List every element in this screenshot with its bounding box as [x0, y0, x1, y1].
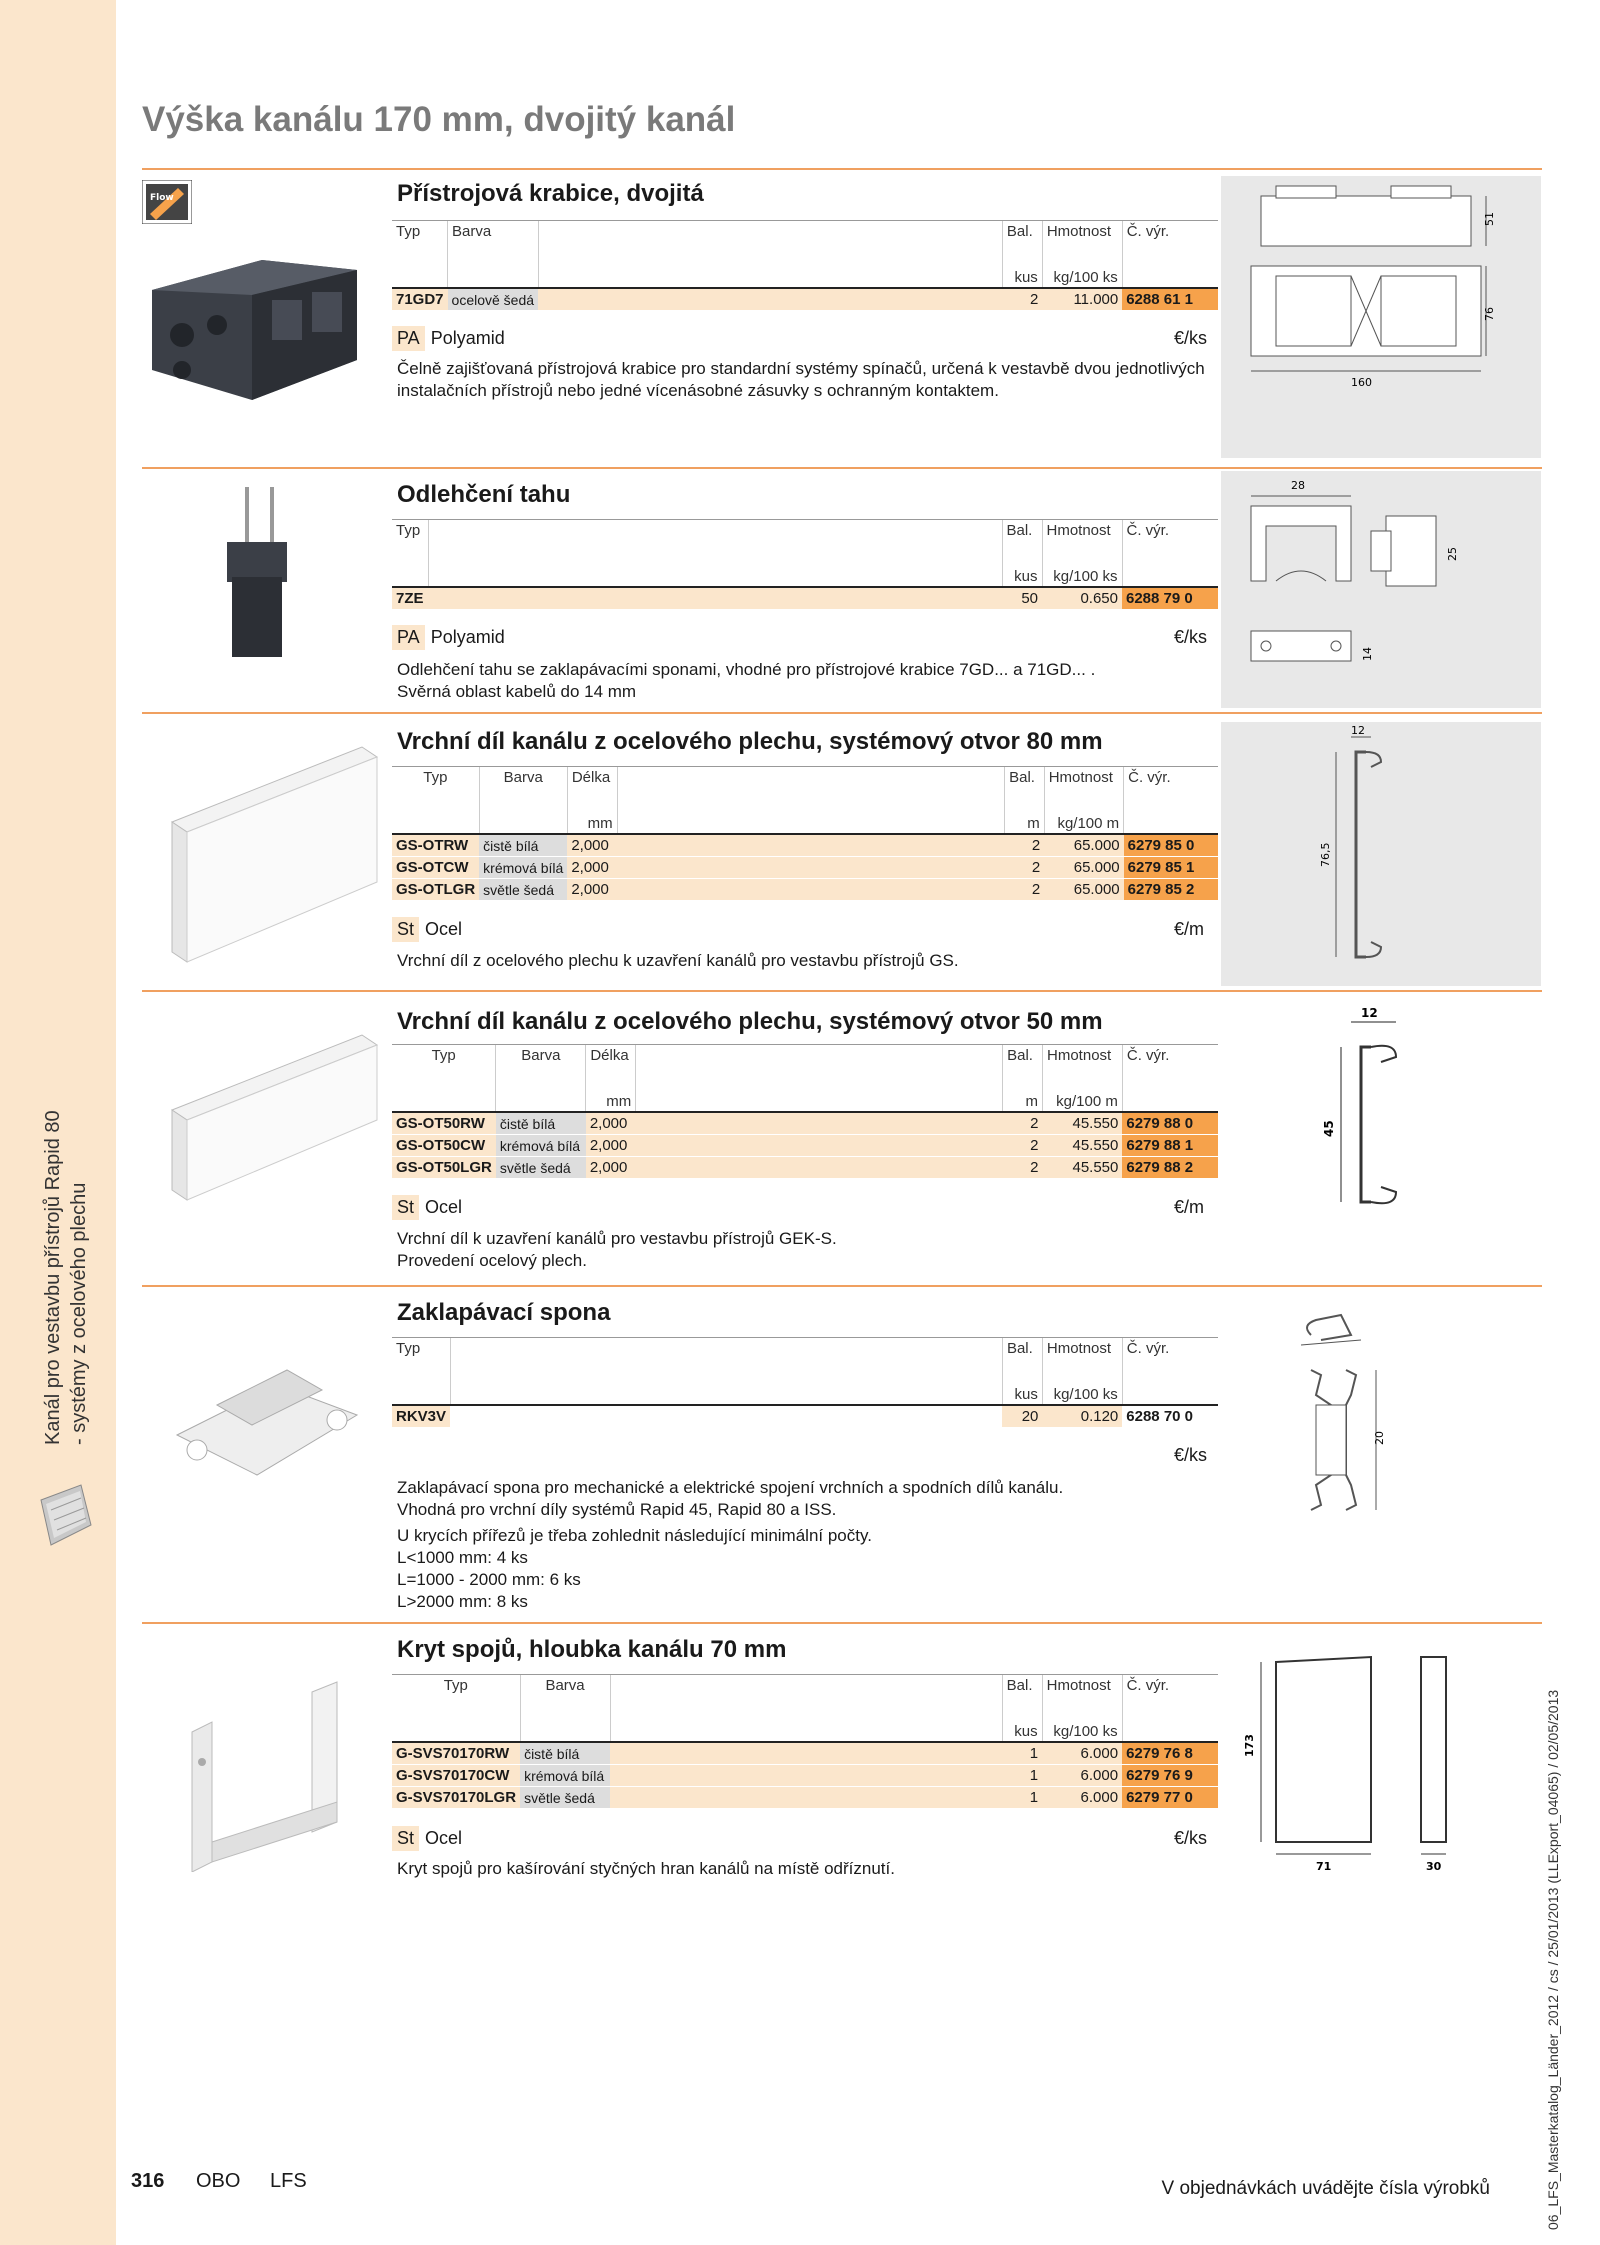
cell-hmotnost: 6.000	[1042, 1787, 1122, 1809]
section-divider	[142, 1285, 1542, 1287]
description-line: L<1000 mm: 4 ks	[397, 1548, 528, 1567]
table-row	[392, 587, 1218, 610]
col-cvyr: Č. výr.	[1122, 1338, 1218, 1365]
dim-width: 12	[1351, 724, 1365, 737]
unit-bal: kus	[1002, 1384, 1042, 1405]
cell-article-number: 6279 85 1	[1124, 857, 1218, 879]
description-line: Svěrná oblast kabelů do 14 mm	[397, 682, 637, 701]
cover-profile-80-image	[162, 732, 382, 972]
cell-typ: RKV3V	[392, 1405, 450, 1428]
product-table	[392, 1044, 1218, 1179]
col-hmotnost: Hmotnost	[1042, 1338, 1122, 1365]
table-row	[392, 834, 1218, 857]
dim-width: 28	[1291, 479, 1305, 492]
cell-delka: 2,000	[567, 834, 617, 857]
description-line: Provedení ocelový plech.	[397, 1251, 587, 1270]
price-unit: €/m	[1174, 919, 1205, 939]
technical-drawing	[1221, 176, 1541, 458]
cell-bal: 20	[1002, 1405, 1042, 1428]
col-hmotnost: Hmotnost	[1043, 1045, 1123, 1072]
material-code: St	[392, 1195, 419, 1220]
description-line: Vrchní díl k uzavření kanálů pro vestavbu přístrojů GEK-S.	[397, 1229, 837, 1248]
page-title: Výška kanálu 170 mm, dvojitý kanál	[142, 100, 736, 139]
material-code: St	[392, 1826, 419, 1851]
material	[392, 625, 505, 650]
sidebar-line-2: - systémy z ocelového plechu	[68, 1182, 90, 1445]
cell-article-number: 6288 61 1	[1122, 288, 1218, 311]
joint-cover-image	[172, 1672, 382, 1872]
cell-article-number: 6288 70 0	[1122, 1405, 1218, 1428]
cell-hmotnost: 0.650	[1042, 587, 1122, 610]
section-divider	[142, 168, 1542, 170]
description-line: L>2000 mm: 8 ks	[397, 1592, 528, 1611]
cell-delka: 2,000	[567, 879, 617, 901]
col-hmotnost: Hmotnost	[1042, 1675, 1122, 1702]
dim-height: 25	[1446, 547, 1459, 561]
catalog-export-code: 06_LFS_Masterkatalog_Länder_2012 / cs / 25/01/2013 (LLExport_04065) / 02/05/2013	[1545, 1689, 1561, 2230]
cell-typ: G-SVS70170CW	[392, 1765, 520, 1787]
product-table	[392, 766, 1218, 901]
product-table	[392, 1337, 1218, 1428]
section-title: Vrchní díl kanálu z ocelového plechu, systémový otvor 80 mm	[397, 728, 1103, 755]
price-unit: €/ks	[1174, 328, 1208, 348]
dim-height: 76,5	[1319, 842, 1332, 867]
dim-height: 51	[1483, 212, 1496, 226]
cell-barva: krémová bílá	[479, 857, 567, 879]
device-box-image	[142, 240, 382, 420]
cell-bal: 1	[1002, 1787, 1042, 1809]
cell-article-number: 6279 88 1	[1122, 1135, 1218, 1157]
cell-article-number: 6279 85 0	[1124, 834, 1218, 857]
unit-bal: m	[1003, 1091, 1043, 1112]
cell-barva: čistě bílá	[520, 1742, 610, 1765]
footer-brand-obo: OBO	[196, 2170, 241, 2192]
col-cvyr: Č. výr.	[1122, 1045, 1218, 1072]
col-delka: Délka	[567, 767, 617, 794]
dim-width: 71	[1316, 1860, 1332, 1873]
material-name: Ocel	[425, 919, 463, 939]
col-barva: Barva	[448, 221, 539, 248]
cell-delka: 2,000	[586, 1112, 636, 1135]
unit-bal: kus	[1002, 267, 1042, 288]
description-line: Vhodná pro vrchní díly systémů Rapid 45, Rapid 80 a ISS.	[397, 1500, 837, 1519]
cell-barva: světle šedá	[479, 879, 567, 901]
cell-bal: 2	[1003, 1157, 1043, 1179]
cell-article-number: 6279 88 0	[1122, 1112, 1218, 1135]
col-bal: Bal.	[1002, 520, 1042, 547]
material	[392, 1826, 462, 1851]
cover-profile-50-image	[162, 1020, 382, 1220]
unit-bal: m	[1005, 813, 1045, 834]
footer-order-note: V objednávkách uvádějte čísla výrobků	[1161, 2178, 1490, 2199]
cell-typ: G-SVS70170LGR	[392, 1787, 520, 1809]
cell-hmotnost: 6.000	[1042, 1765, 1122, 1787]
unit-delka: mm	[567, 813, 617, 834]
col-cvyr: Č. výr.	[1124, 767, 1218, 794]
section-divider	[142, 990, 1542, 992]
section-cover-80	[142, 712, 1542, 990]
cell-bal: 50	[1002, 587, 1042, 610]
cell-typ: 71GD7	[392, 288, 448, 311]
dim-width: 160	[1351, 376, 1372, 389]
unit-bal: kus	[1002, 566, 1042, 587]
cell-typ: GS-OT50CW	[392, 1135, 496, 1157]
cell-article-number: 6279 76 9	[1122, 1765, 1218, 1787]
cell-barva: krémová bílá	[520, 1765, 610, 1787]
material	[392, 326, 505, 351]
unit-hmotnost: kg/100 ks	[1042, 566, 1122, 587]
product-table	[392, 1674, 1218, 1809]
col-typ: Typ	[392, 767, 479, 794]
cell-delka: 2,000	[586, 1157, 636, 1179]
col-bal: Bal.	[1002, 221, 1042, 248]
material-name: Polyamid	[430, 328, 505, 348]
material	[392, 1195, 462, 1220]
description-line: Zaklapávací spona pro mechanické a elektrické spojení vrchních a spodních dílů kanálu.	[397, 1478, 1064, 1497]
cell-article-number: 6279 76 8	[1122, 1742, 1218, 1765]
description	[397, 1228, 1217, 1272]
material-name: Polyamid	[430, 627, 505, 647]
section-cover-50	[142, 990, 1542, 1285]
footer-brand-lfs: LFS	[270, 2170, 307, 2192]
cell-typ: GS-OTLGR	[392, 879, 479, 901]
col-bal: Bal.	[1005, 767, 1045, 794]
table-row	[392, 1405, 1218, 1428]
strain-relief-image	[202, 487, 322, 667]
table-row	[392, 1157, 1218, 1179]
col-hmotnost: Hmotnost	[1042, 221, 1122, 248]
section-snap-clip	[142, 1285, 1542, 1620]
col-typ: Typ	[392, 1045, 496, 1072]
cell-barva: světle šedá	[520, 1787, 610, 1809]
material-code: PA	[392, 625, 425, 650]
description-line: Odlehčení tahu se zaklapávacími sponami, vhodné pro přístrojové krabice 7GD... a 71GD... .	[397, 660, 1096, 679]
cell-hmotnost: 45.550	[1043, 1135, 1123, 1157]
col-cvyr: Č. výr.	[1122, 1675, 1218, 1702]
unit-hmotnost: kg/100 ks	[1042, 267, 1122, 288]
cell-bal: 2	[1003, 1135, 1043, 1157]
section-title: Odlehčení tahu	[397, 481, 571, 508]
description-line: U krycích přířezů je třeba zohlednit následující minimální počty.	[397, 1526, 872, 1545]
technical-drawing	[1221, 1002, 1541, 1272]
dim-depth: 30	[1426, 1860, 1442, 1873]
material-name: Ocel	[425, 1197, 463, 1217]
col-bal: Bal.	[1002, 1338, 1042, 1365]
col-barva: Barva	[479, 767, 567, 794]
description	[397, 1858, 1217, 1880]
section-divider	[142, 467, 1542, 469]
sidebar-line-1: Kanál pro vestavbu přístrojů Rapid 80	[42, 1110, 64, 1445]
cell-barva: krémová bílá	[496, 1135, 586, 1157]
cell-article-number: 6288 79 0	[1122, 587, 1218, 610]
section-joint-cover	[142, 1622, 1542, 1892]
col-hmotnost: Hmotnost	[1044, 767, 1123, 794]
col-bal: Bal.	[1002, 1675, 1042, 1702]
cell-hmotnost: 6.000	[1042, 1742, 1122, 1765]
cell-typ: 7ZE	[392, 587, 428, 610]
cell-typ: G-SVS70170RW	[392, 1742, 520, 1765]
table-row	[392, 857, 1218, 879]
cell-barva: ocelově šedá	[448, 288, 539, 311]
cell-article-number: 6279 85 2	[1124, 879, 1218, 901]
cell-bal: 2	[1005, 834, 1045, 857]
price-unit: €/ks	[1174, 1445, 1208, 1465]
section-title: Vrchní díl kanálu z ocelového plechu, systémový otvor 50 mm	[397, 1008, 1103, 1035]
cell-hmotnost: 65.000	[1044, 834, 1123, 857]
unit-hmotnost: kg/100 m	[1043, 1091, 1123, 1112]
col-typ: Typ	[392, 520, 428, 547]
description	[397, 950, 1217, 972]
cell-typ: GS-OT50RW	[392, 1112, 496, 1135]
section-title: Kryt spojů, hloubka kanálu 70 mm	[397, 1636, 787, 1663]
table-row	[392, 1787, 1218, 1809]
table-row	[392, 1135, 1218, 1157]
col-bal: Bal.	[1003, 1045, 1043, 1072]
unit-delka: mm	[586, 1091, 636, 1112]
col-typ: Typ	[392, 1675, 520, 1702]
material-code: PA	[392, 326, 425, 351]
unit-hmotnost: kg/100 ks	[1042, 1721, 1122, 1742]
section-device-box	[142, 168, 1542, 463]
description-line: L=1000 - 2000 mm: 6 ks	[397, 1570, 581, 1589]
unit-hmotnost: kg/100 ks	[1042, 1384, 1122, 1405]
dim-height: 45	[1322, 1120, 1336, 1137]
description-line: Vrchní díl z ocelového plechu k uzavření kanálů pro vestavbu přístrojů GS.	[397, 951, 959, 970]
unit-bal: kus	[1002, 1721, 1042, 1742]
cell-hmotnost: 45.550	[1043, 1157, 1123, 1179]
cell-hmotnost: 65.000	[1044, 857, 1123, 879]
price-unit: €/m	[1174, 1197, 1205, 1217]
snap-clip-image	[157, 1325, 377, 1505]
material-name: Ocel	[425, 1828, 463, 1848]
description-line: Čelně zajišťovaná přístrojová krabice pro standardní systémy spínačů, určená k vestavbě dvou jednotlivých instalačních přístrojů nebo jedné vícenásobné zásuvky s ochranným kontaktem.	[397, 359, 1205, 400]
table-row	[392, 1765, 1218, 1787]
sidebar-vertical-title	[40, 1025, 92, 1445]
cell-hmotnost: 45.550	[1043, 1112, 1123, 1135]
technical-drawing	[1221, 1632, 1541, 1887]
cell-hmotnost: 65.000	[1044, 879, 1123, 901]
price-unit: €/ks	[1174, 1828, 1208, 1848]
col-barva: Barva	[496, 1045, 586, 1072]
product-table	[392, 220, 1218, 311]
table-row	[392, 1742, 1218, 1765]
description	[397, 1477, 1217, 1613]
product-table	[392, 519, 1218, 610]
cell-bal: 2	[1005, 879, 1045, 901]
cell-typ: GS-OTCW	[392, 857, 479, 879]
cell-bal: 2	[1002, 288, 1042, 311]
material-code: St	[392, 917, 419, 942]
cell-bal: 1	[1002, 1765, 1042, 1787]
col-cvyr: Č. výr.	[1122, 520, 1218, 547]
col-delka: Délka	[586, 1045, 636, 1072]
cell-hmotnost: 0.120	[1042, 1405, 1122, 1428]
cell-article-number: 6279 77 0	[1122, 1787, 1218, 1809]
cell-bal: 2	[1005, 857, 1045, 879]
description	[397, 358, 1217, 402]
col-barva: Barva	[520, 1675, 610, 1702]
section-title: Zaklapávací spona	[397, 1299, 611, 1326]
cell-bal: 1	[1002, 1742, 1042, 1765]
channel-thumbnail-icon	[36, 1480, 96, 1550]
table-row	[392, 288, 1218, 311]
material	[392, 917, 462, 942]
description	[397, 659, 1217, 703]
cell-typ: GS-OT50LGR	[392, 1157, 496, 1179]
technical-drawing	[1221, 1295, 1541, 1615]
dim-width: 12	[1361, 1006, 1378, 1020]
section-title: Přístrojová krabice, dvojitá	[397, 180, 704, 207]
cell-article-number: 6279 88 2	[1122, 1157, 1218, 1179]
section-divider	[142, 712, 1542, 714]
cell-barva: světle šedá	[496, 1157, 586, 1179]
description-line: Kryt spojů pro kašírování styčných hran kanálů na místě odříznutí.	[397, 1859, 895, 1878]
dim-height: 173	[1243, 1734, 1256, 1757]
col-typ: Typ	[392, 1338, 450, 1365]
cell-barva: čistě bílá	[479, 834, 567, 857]
dim-height: 20	[1373, 1431, 1386, 1445]
col-hmotnost: Hmotnost	[1042, 520, 1122, 547]
cell-bal: 2	[1003, 1112, 1043, 1135]
cell-typ: GS-OTRW	[392, 834, 479, 857]
technical-drawing	[1221, 471, 1541, 708]
col-cvyr: Č. výr.	[1122, 221, 1218, 248]
dim-clamp: 14	[1361, 647, 1374, 661]
section-divider	[142, 1622, 1542, 1624]
cell-barva: čistě bílá	[496, 1112, 586, 1135]
col-typ: Typ	[392, 221, 448, 248]
cell-hmotnost: 11.000	[1042, 288, 1122, 311]
table-row	[392, 879, 1218, 901]
dim-depth: 76	[1483, 307, 1496, 321]
unit-hmotnost: kg/100 m	[1044, 813, 1123, 834]
section-strain-relief	[142, 467, 1542, 712]
svg-text:Flow: Flow	[150, 193, 174, 203]
price-unit: €/ks	[1174, 627, 1208, 647]
table-row	[392, 1112, 1218, 1135]
fire-safety-logo-icon	[142, 180, 192, 224]
technical-drawing	[1221, 722, 1541, 986]
cell-delka: 2,000	[586, 1135, 636, 1157]
page-number: 316	[131, 2170, 165, 2192]
cell-delka: 2,000	[567, 857, 617, 879]
